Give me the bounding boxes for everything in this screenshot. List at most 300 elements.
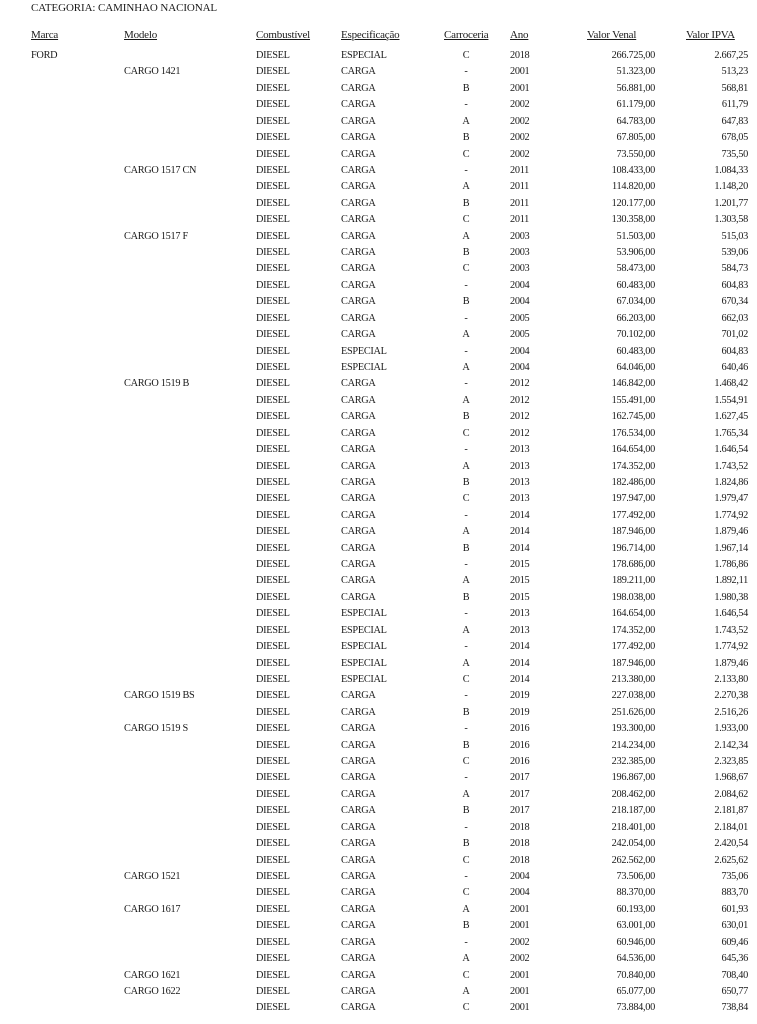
cell-carroceria: C bbox=[462, 756, 470, 768]
cell-carroceria: C bbox=[462, 263, 470, 275]
cell-especificacao: ESPECIAL bbox=[341, 624, 387, 636]
cell-combustivel: DIESEL bbox=[256, 296, 290, 308]
cell-carroceria: - bbox=[464, 559, 468, 571]
cell-carroceria: - bbox=[464, 871, 468, 882]
cell-valor-venal: 174.352,00 bbox=[611, 460, 655, 472]
cell-valor-ipva: 604,83 bbox=[721, 345, 748, 357]
cell-ano: 2001 bbox=[510, 985, 530, 997]
cell-especificacao: CARGA bbox=[341, 575, 376, 587]
cell-valor-ipva: 2.084,62 bbox=[714, 788, 748, 800]
cell-valor-ipva: 735,06 bbox=[721, 871, 748, 882]
table-header bbox=[0, 29, 757, 45]
cell-ano: 2017 bbox=[510, 805, 530, 817]
cell-valor-ipva: 1.201,77 bbox=[714, 197, 748, 209]
cell-valor-ipva: 2.625,62 bbox=[714, 854, 748, 866]
cell-especificacao: CARGA bbox=[341, 526, 376, 538]
cell-valor-venal: 218.187,00 bbox=[611, 805, 655, 817]
cell-especificacao: CARGA bbox=[341, 115, 376, 127]
cell-especificacao: ESPECIAL bbox=[341, 641, 387, 653]
cell-especificacao: CARGA bbox=[341, 706, 376, 718]
cell-especificacao: CARGA bbox=[341, 920, 376, 932]
cell-especificacao: CARGA bbox=[341, 296, 376, 308]
cell-ano: 2011 bbox=[510, 197, 530, 209]
cell-combustivel: DIESEL bbox=[256, 115, 290, 127]
cell-combustivel: DIESEL bbox=[256, 673, 290, 685]
cell-valor-ipva: 1.968,67 bbox=[714, 772, 748, 784]
cell-valor-ipva: 1.646,54 bbox=[714, 444, 748, 456]
cell-combustivel: DIESEL bbox=[256, 509, 290, 521]
cell-ano: 2016 bbox=[510, 723, 530, 735]
table-row bbox=[0, 591, 757, 607]
cell-carroceria: A bbox=[462, 361, 470, 373]
table-row bbox=[0, 657, 757, 673]
cell-especificacao: CARGA bbox=[341, 756, 376, 768]
cell-valor-venal: 196.867,00 bbox=[611, 772, 655, 784]
cell-valor-venal: 114.820,00 bbox=[612, 181, 655, 193]
cell-carroceria: C bbox=[462, 673, 470, 685]
cell-carroceria: C bbox=[462, 214, 470, 226]
cell-combustivel: DIESEL bbox=[256, 493, 290, 505]
cell-especificacao: CARGA bbox=[341, 871, 376, 882]
cell-especificacao: CARGA bbox=[341, 329, 376, 341]
cell-valor-ipva: 601,93 bbox=[721, 903, 748, 915]
cell-carroceria: - bbox=[464, 345, 468, 357]
cell-carroceria: - bbox=[464, 690, 468, 702]
cell-carroceria: A bbox=[462, 115, 470, 127]
cell-ano: 2013 bbox=[510, 493, 530, 505]
cell-modelo: CARGO 1517 F bbox=[124, 230, 188, 242]
cell-combustivel: DIESEL bbox=[256, 985, 290, 997]
cell-carroceria: B bbox=[462, 247, 470, 259]
cell-carroceria: A bbox=[462, 329, 470, 341]
cell-valor-ipva: 738,84 bbox=[721, 1002, 748, 1014]
cell-valor-venal: 53.906,00 bbox=[616, 247, 655, 259]
cell-combustivel: DIESEL bbox=[256, 690, 290, 702]
cell-valor-ipva: 1.980,38 bbox=[714, 591, 748, 603]
table-row bbox=[0, 279, 757, 295]
cell-carroceria: - bbox=[464, 821, 468, 833]
cell-ano: 2013 bbox=[510, 460, 530, 472]
header-especificacao: Especificação bbox=[341, 29, 400, 41]
table-row bbox=[0, 312, 757, 328]
cell-carroceria: A bbox=[462, 788, 470, 800]
cell-valor-ipva: 609,46 bbox=[721, 936, 748, 948]
table-row bbox=[0, 952, 757, 968]
cell-combustivel: DIESEL bbox=[256, 575, 290, 587]
table-row bbox=[0, 788, 757, 804]
cell-modelo: CARGO 1421 bbox=[124, 66, 181, 78]
cell-combustivel: DIESEL bbox=[256, 345, 290, 357]
cell-ano: 2002 bbox=[510, 148, 530, 160]
cell-combustivel: DIESEL bbox=[256, 706, 290, 718]
cell-valor-ipva: 645,36 bbox=[721, 953, 748, 965]
cell-carroceria: B bbox=[462, 132, 470, 144]
cell-valor-venal: 251.626,00 bbox=[611, 706, 655, 718]
table-row bbox=[0, 689, 757, 705]
table-row bbox=[0, 246, 757, 262]
cell-valor-ipva: 568,81 bbox=[721, 82, 748, 94]
table-row bbox=[0, 49, 757, 65]
cell-combustivel: DIESEL bbox=[256, 230, 290, 242]
cell-ano: 2013 bbox=[510, 444, 530, 456]
cell-valor-ipva: 1.967,14 bbox=[714, 542, 748, 554]
cell-combustivel: DIESEL bbox=[256, 329, 290, 341]
cell-marca: FORD bbox=[31, 50, 58, 61]
cell-valor-venal: 65.077,00 bbox=[616, 985, 655, 997]
cell-ano: 2001 bbox=[510, 903, 530, 915]
cell-especificacao: CARGA bbox=[341, 985, 376, 997]
cell-valor-ipva: 1.933,00 bbox=[714, 723, 748, 735]
cell-ano: 2001 bbox=[510, 969, 530, 981]
cell-valor-ipva: 2.181,87 bbox=[714, 805, 748, 817]
table-row bbox=[0, 328, 757, 344]
cell-valor-ipva: 1.824,86 bbox=[714, 476, 748, 488]
cell-especificacao: CARGA bbox=[341, 460, 376, 472]
header-carroceria: Carroceria bbox=[444, 29, 489, 41]
cell-ano: 2014 bbox=[510, 641, 530, 653]
cell-ano: 2004 bbox=[510, 345, 530, 357]
table-row bbox=[0, 525, 757, 541]
cell-combustivel: DIESEL bbox=[256, 164, 290, 176]
cell-especificacao: CARGA bbox=[341, 148, 376, 160]
cell-valor-ipva: 678,05 bbox=[721, 132, 748, 144]
cell-valor-venal: 70.840,00 bbox=[616, 969, 655, 981]
cell-ano: 2003 bbox=[510, 247, 530, 259]
cell-ano: 2013 bbox=[510, 624, 530, 636]
cell-valor-venal: 232.385,00 bbox=[611, 756, 655, 768]
cell-ano: 2001 bbox=[510, 82, 530, 94]
cell-modelo: CARGO 1621 bbox=[124, 969, 181, 981]
table-row bbox=[0, 377, 757, 393]
table-row bbox=[0, 98, 757, 114]
cell-valor-venal: 64.783,00 bbox=[616, 115, 655, 127]
cell-carroceria: B bbox=[462, 591, 470, 603]
cell-carroceria: A bbox=[462, 903, 470, 915]
cell-valor-venal: 198.038,00 bbox=[611, 591, 655, 603]
cell-ano: 2012 bbox=[510, 427, 530, 439]
cell-combustivel: DIESEL bbox=[256, 788, 290, 800]
cell-combustivel: DIESEL bbox=[256, 148, 290, 160]
cell-combustivel: DIESEL bbox=[256, 871, 290, 882]
cell-combustivel: DIESEL bbox=[256, 772, 290, 784]
cell-especificacao: CARGA bbox=[341, 969, 376, 981]
cell-combustivel: DIESEL bbox=[256, 756, 290, 768]
cell-combustivel: DIESEL bbox=[256, 214, 290, 226]
cell-modelo: CARGO 1622 bbox=[124, 985, 181, 997]
cell-ano: 2019 bbox=[510, 690, 530, 702]
cell-carroceria: - bbox=[464, 641, 468, 653]
cell-valor-venal: 177.492,00 bbox=[611, 509, 655, 521]
cell-combustivel: DIESEL bbox=[256, 312, 290, 324]
table-row bbox=[0, 771, 757, 787]
cell-valor-venal: 73.506,00 bbox=[616, 871, 655, 882]
cell-ano: 2003 bbox=[510, 230, 530, 242]
cell-especificacao: CARGA bbox=[341, 788, 376, 800]
cell-valor-ipva: 1.743,52 bbox=[714, 460, 748, 472]
cell-combustivel: DIESEL bbox=[256, 657, 290, 669]
cell-ano: 2018 bbox=[510, 854, 530, 866]
cell-carroceria: B bbox=[462, 805, 470, 817]
cell-valor-ipva: 611,79 bbox=[721, 99, 748, 111]
cell-valor-ipva: 650,77 bbox=[721, 985, 748, 997]
table-row bbox=[0, 870, 757, 886]
cell-valor-venal: 73.884,00 bbox=[616, 1002, 655, 1014]
cell-valor-ipva: 2.667,25 bbox=[714, 50, 748, 61]
cell-especificacao: CARGA bbox=[341, 953, 376, 965]
cell-ano: 2005 bbox=[510, 312, 530, 324]
header-combustivel: Combustível bbox=[256, 29, 311, 41]
cell-especificacao: ESPECIAL bbox=[341, 673, 387, 685]
cell-especificacao: ESPECIAL bbox=[341, 50, 387, 61]
cell-carroceria: - bbox=[464, 164, 468, 176]
cell-valor-ipva: 1.148,20 bbox=[714, 181, 748, 193]
cell-especificacao: ESPECIAL bbox=[341, 361, 387, 373]
cell-valor-venal: 155.491,00 bbox=[611, 394, 655, 406]
cell-valor-venal: 88.370,00 bbox=[616, 887, 655, 899]
cell-ano: 2004 bbox=[510, 279, 530, 291]
cell-carroceria: C bbox=[462, 493, 470, 505]
cell-combustivel: DIESEL bbox=[256, 887, 290, 899]
cell-especificacao: CARGA bbox=[341, 197, 376, 209]
cell-ano: 2014 bbox=[510, 657, 530, 669]
cell-carroceria: B bbox=[462, 296, 470, 308]
cell-combustivel: DIESEL bbox=[256, 805, 290, 817]
cell-valor-venal: 61.179,00 bbox=[616, 99, 655, 111]
cell-especificacao: CARGA bbox=[341, 164, 376, 176]
cell-carroceria: - bbox=[464, 378, 468, 390]
cell-especificacao: CARGA bbox=[341, 936, 376, 948]
header-modelo: Modelo bbox=[124, 29, 158, 41]
header-ano: Ano bbox=[510, 29, 529, 41]
table-row bbox=[0, 262, 757, 278]
table-row bbox=[0, 295, 757, 311]
table-row bbox=[0, 443, 757, 459]
table-row bbox=[0, 755, 757, 771]
cell-valor-ipva: 670,34 bbox=[721, 296, 748, 308]
cell-carroceria: B bbox=[462, 739, 470, 751]
cell-ano: 2002 bbox=[510, 953, 530, 965]
cell-ano: 2012 bbox=[510, 394, 530, 406]
cell-valor-venal: 60.483,00 bbox=[616, 279, 655, 291]
table-row bbox=[0, 394, 757, 410]
cell-valor-venal: 51.503,00 bbox=[616, 230, 655, 242]
table-row bbox=[0, 115, 757, 131]
cell-combustivel: DIESEL bbox=[256, 411, 290, 423]
cell-ano: 2002 bbox=[510, 99, 530, 111]
cell-valor-venal: 120.177,00 bbox=[611, 197, 655, 209]
cell-valor-venal: 162.745,00 bbox=[611, 411, 655, 423]
cell-ano: 2004 bbox=[510, 296, 530, 308]
cell-carroceria: A bbox=[462, 526, 470, 538]
cell-ano: 2014 bbox=[510, 526, 530, 538]
cell-especificacao: CARGA bbox=[341, 509, 376, 521]
cell-carroceria: C bbox=[462, 887, 470, 899]
cell-valor-venal: 187.946,00 bbox=[611, 526, 655, 538]
cell-valor-ipva: 2.323,85 bbox=[714, 756, 748, 768]
cell-valor-ipva: 2.516,26 bbox=[714, 706, 748, 718]
category-title: CATEGORIA: CAMINHAO NACIONAL bbox=[31, 2, 218, 14]
cell-carroceria: A bbox=[462, 985, 470, 997]
table-row bbox=[0, 739, 757, 755]
cell-ano: 2001 bbox=[510, 920, 530, 932]
cell-valor-venal: 174.352,00 bbox=[611, 624, 655, 636]
cell-valor-ipva: 883,70 bbox=[721, 887, 748, 899]
cell-valor-venal: 176.534,00 bbox=[611, 427, 655, 439]
cell-valor-venal: 193.300,00 bbox=[611, 723, 655, 735]
cell-especificacao: CARGA bbox=[341, 821, 376, 833]
cell-combustivel: DIESEL bbox=[256, 739, 290, 751]
cell-combustivel: DIESEL bbox=[256, 247, 290, 259]
table-row bbox=[0, 985, 757, 1001]
cell-especificacao: CARGA bbox=[341, 263, 376, 275]
table-row bbox=[0, 180, 757, 196]
cell-ano: 2002 bbox=[510, 132, 530, 144]
cell-valor-ipva: 2.184,01 bbox=[714, 821, 748, 833]
cell-combustivel: DIESEL bbox=[256, 641, 290, 653]
cell-especificacao: CARGA bbox=[341, 542, 376, 554]
table-row bbox=[0, 65, 757, 81]
table-row bbox=[0, 624, 757, 640]
cell-valor-venal: 196.714,00 bbox=[611, 542, 655, 554]
cell-combustivel: DIESEL bbox=[256, 476, 290, 488]
cell-valor-venal: 51.323,00 bbox=[616, 66, 655, 78]
cell-valor-ipva: 1.979,47 bbox=[714, 493, 748, 505]
table-row bbox=[0, 345, 757, 361]
cell-ano: 2014 bbox=[510, 509, 530, 521]
cell-valor-venal: 266.725,00 bbox=[611, 50, 655, 61]
header-valor-ipva: Valor IPVA bbox=[686, 29, 735, 41]
cell-especificacao: CARGA bbox=[341, 247, 376, 259]
cell-carroceria: A bbox=[462, 953, 470, 965]
cell-carroceria: - bbox=[464, 66, 468, 78]
cell-valor-ipva: 515,03 bbox=[721, 230, 748, 242]
cell-carroceria: - bbox=[464, 279, 468, 291]
cell-especificacao: CARGA bbox=[341, 559, 376, 571]
cell-valor-venal: 242.054,00 bbox=[611, 838, 655, 850]
cell-especificacao: ESPECIAL bbox=[341, 608, 387, 620]
cell-ano: 2017 bbox=[510, 772, 530, 784]
table-row bbox=[0, 903, 757, 919]
cell-combustivel: DIESEL bbox=[256, 394, 290, 406]
cell-valor-ipva: 513,23 bbox=[721, 66, 748, 78]
cell-combustivel: DIESEL bbox=[256, 361, 290, 373]
cell-carroceria: - bbox=[464, 444, 468, 456]
cell-valor-ipva: 1.786,86 bbox=[714, 559, 748, 571]
table-row bbox=[0, 427, 757, 443]
table-row bbox=[0, 476, 757, 492]
table-row bbox=[0, 148, 757, 164]
cell-especificacao: CARGA bbox=[341, 99, 376, 111]
cell-valor-venal: 63.001,00 bbox=[616, 920, 655, 932]
cell-ano: 2011 bbox=[510, 214, 530, 226]
cell-combustivel: DIESEL bbox=[256, 427, 290, 439]
table-row bbox=[0, 509, 757, 525]
cell-valor-venal: 64.046,00 bbox=[616, 361, 655, 373]
table-row bbox=[0, 919, 757, 935]
cell-especificacao: CARGA bbox=[341, 312, 376, 324]
cell-valor-ipva: 701,02 bbox=[721, 329, 748, 341]
cell-ano: 2016 bbox=[510, 739, 530, 751]
cell-ano: 2002 bbox=[510, 115, 530, 127]
cell-carroceria: C bbox=[462, 1002, 470, 1014]
cell-carroceria: A bbox=[462, 394, 470, 406]
header-marca: Marca bbox=[31, 29, 59, 41]
cell-carroceria: - bbox=[464, 608, 468, 620]
cell-valor-venal: 66.203,00 bbox=[616, 312, 655, 324]
cell-ano: 2011 bbox=[510, 181, 530, 193]
cell-combustivel: DIESEL bbox=[256, 181, 290, 193]
cell-combustivel: DIESEL bbox=[256, 608, 290, 620]
cell-valor-venal: 262.562,00 bbox=[611, 854, 655, 866]
cell-valor-venal: 218.401,00 bbox=[611, 821, 655, 833]
cell-ano: 2015 bbox=[510, 559, 530, 571]
cell-valor-ipva: 2.420,54 bbox=[714, 838, 748, 850]
cell-ano: 2017 bbox=[510, 788, 530, 800]
cell-combustivel: DIESEL bbox=[256, 936, 290, 948]
cell-valor-venal: 56.881,00 bbox=[616, 82, 655, 94]
cell-combustivel: DIESEL bbox=[256, 920, 290, 932]
cell-valor-ipva: 1.303,58 bbox=[714, 214, 748, 226]
cell-carroceria: B bbox=[462, 920, 470, 932]
cell-carroceria: - bbox=[464, 723, 468, 735]
table-row bbox=[0, 804, 757, 820]
cell-combustivel: DIESEL bbox=[256, 969, 290, 981]
cell-valor-ipva: 640,46 bbox=[721, 361, 748, 373]
cell-valor-venal: 187.946,00 bbox=[611, 657, 655, 669]
cell-combustivel: DIESEL bbox=[256, 542, 290, 554]
cell-carroceria: A bbox=[462, 624, 470, 636]
cell-valor-ipva: 1.765,34 bbox=[714, 427, 748, 439]
cell-valor-venal: 164.654,00 bbox=[611, 608, 655, 620]
cell-ano: 2001 bbox=[510, 66, 530, 78]
cell-ano: 2004 bbox=[510, 361, 530, 373]
cell-combustivel: DIESEL bbox=[256, 378, 290, 390]
cell-especificacao: CARGA bbox=[341, 394, 376, 406]
cell-ano: 2004 bbox=[510, 871, 530, 882]
cell-carroceria: C bbox=[462, 148, 470, 160]
cell-modelo: CARGO 1519 S bbox=[124, 723, 188, 735]
cell-valor-ipva: 1.627,45 bbox=[714, 411, 748, 423]
cell-valor-venal: 197.947,00 bbox=[611, 493, 655, 505]
cell-valor-venal: 58.473,00 bbox=[616, 263, 655, 275]
cell-valor-venal: 67.034,00 bbox=[616, 296, 655, 308]
cell-ano: 2004 bbox=[510, 887, 530, 899]
cell-especificacao: CARGA bbox=[341, 903, 376, 915]
table-row bbox=[0, 460, 757, 476]
table-row bbox=[0, 837, 757, 853]
cell-ano: 2018 bbox=[510, 838, 530, 850]
cell-especificacao: CARGA bbox=[341, 279, 376, 291]
cell-valor-ipva: 630,01 bbox=[721, 920, 748, 932]
cell-combustivel: DIESEL bbox=[256, 953, 290, 965]
cell-especificacao: CARGA bbox=[341, 838, 376, 850]
cell-ano: 2013 bbox=[510, 608, 530, 620]
cell-especificacao: CARGA bbox=[341, 854, 376, 866]
cell-valor-venal: 60.483,00 bbox=[616, 345, 655, 357]
table-row bbox=[0, 82, 757, 98]
cell-valor-venal: 67.805,00 bbox=[616, 132, 655, 144]
cell-valor-venal: 227.038,00 bbox=[611, 690, 655, 702]
cell-especificacao: CARGA bbox=[341, 1002, 376, 1014]
header-valor-venal: Valor Venal bbox=[587, 29, 637, 41]
cell-especificacao: CARGA bbox=[341, 723, 376, 735]
table-row bbox=[0, 131, 757, 147]
table-row bbox=[0, 607, 757, 623]
cell-valor-venal: 182.486,00 bbox=[611, 476, 655, 488]
table-row bbox=[0, 542, 757, 558]
cell-combustivel: DIESEL bbox=[256, 82, 290, 94]
cell-carroceria: C bbox=[462, 969, 470, 981]
